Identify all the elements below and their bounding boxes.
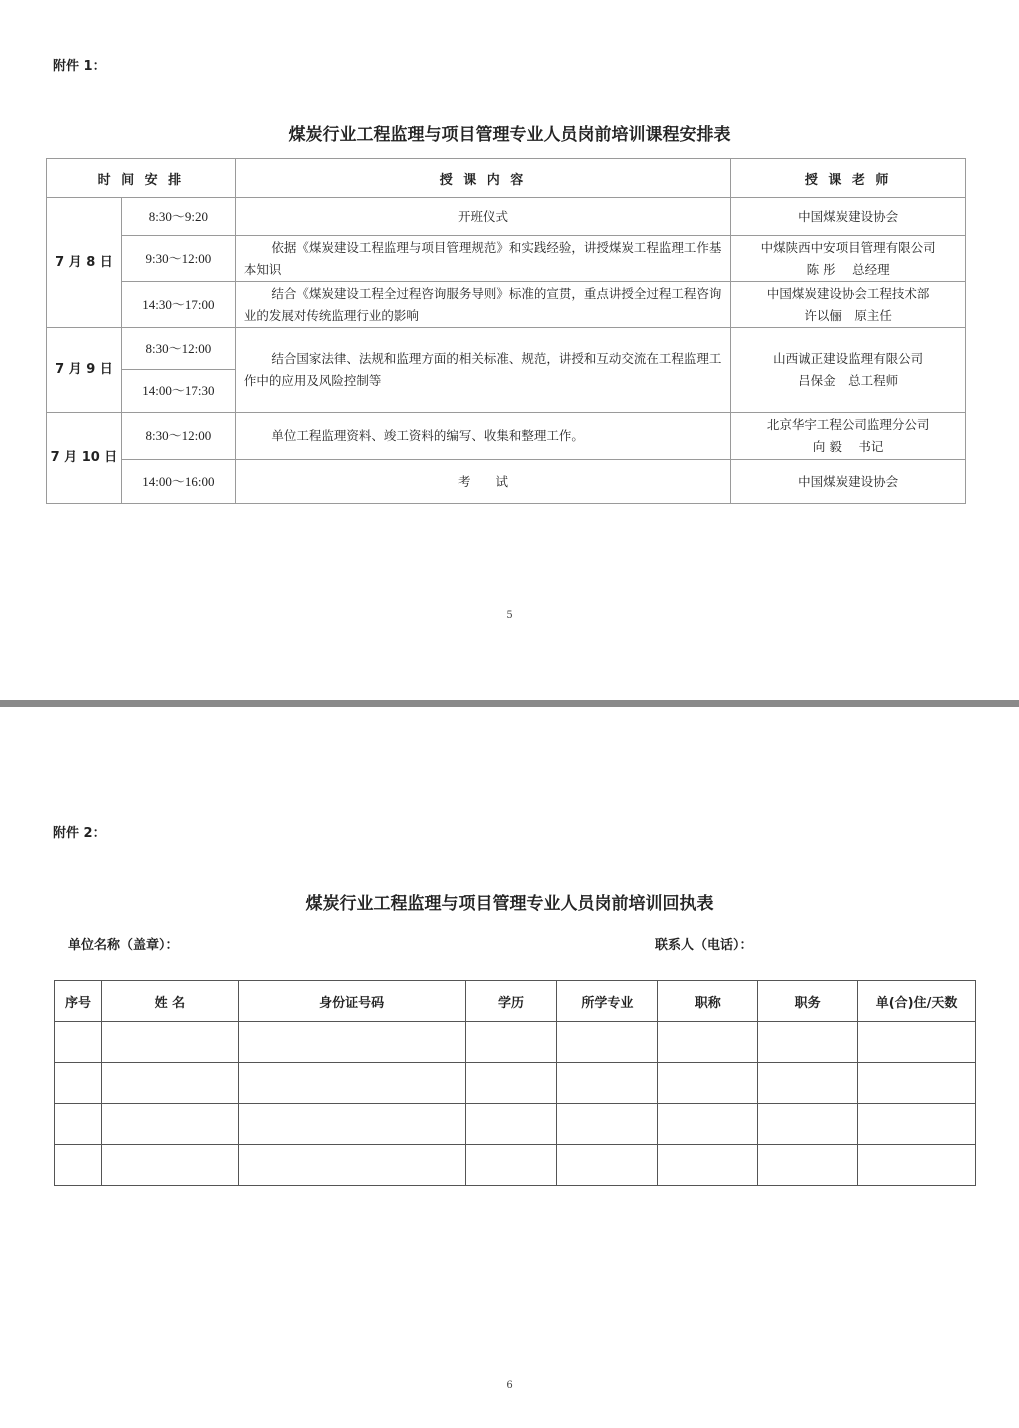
table-row [47, 282, 966, 328]
teacher-line: 北京华宇工程公司监理分公司 [766, 417, 930, 432]
cell[interactable] [465, 1063, 557, 1104]
content-text: 单位工程监理资料、竣工资料的编写、收集和整理工作。 [271, 428, 584, 443]
date-cell: 7 月 8 日 [47, 198, 122, 328]
page-number: 5 [506, 610, 513, 621]
teacher-line: 山西诚正建设监理有限公司 [773, 351, 924, 366]
schedule-table [46, 158, 966, 504]
cell[interactable] [465, 1145, 557, 1186]
header-content: 授 课 内 容 [235, 159, 730, 198]
teacher-line: 中煤陕西中安项目管理有限公司 [760, 239, 936, 255]
time-cell: 8:30～9:20 [121, 198, 235, 236]
header-teacher: 授 课 老 师 [731, 159, 966, 198]
cell[interactable] [658, 1104, 758, 1145]
teacher-line: 中国煤炭建设协会工程技术部 [766, 285, 930, 301]
table-header-row [55, 981, 976, 1022]
cell[interactable] [465, 1022, 557, 1063]
unit-name-label: 单位名称（盖章）： [68, 938, 179, 953]
cell[interactable] [858, 1063, 976, 1104]
cell[interactable] [557, 1104, 658, 1145]
time-cell: 14:00～17:30 [121, 370, 235, 413]
table-row [47, 328, 966, 370]
table-row [55, 1063, 976, 1104]
teacher-line: 陈 彤 总经理 [806, 261, 890, 277]
cell[interactable] [758, 1145, 858, 1186]
cell[interactable] [658, 1145, 758, 1186]
teacher-cell [731, 282, 966, 328]
cell[interactable] [55, 1104, 102, 1145]
teacher-cell [731, 198, 966, 236]
cell[interactable] [55, 1022, 102, 1063]
table-row [55, 1145, 976, 1186]
cell[interactable] [465, 1104, 557, 1145]
cell[interactable] [238, 1022, 465, 1063]
header-seq: 序号 [55, 981, 102, 1022]
attachment-label: 附件 1： [53, 59, 106, 74]
content-cell [235, 282, 730, 328]
cell[interactable] [658, 1022, 758, 1063]
time-cell: 8:30～12:00 [121, 413, 235, 460]
cell[interactable] [758, 1104, 858, 1145]
cell[interactable] [557, 1063, 658, 1104]
page-2 [0, 707, 1019, 1428]
header-name: 姓 名 [101, 981, 238, 1022]
teacher-cell [731, 413, 966, 460]
cell[interactable] [858, 1104, 976, 1145]
cell[interactable] [101, 1063, 238, 1104]
table-row [47, 413, 966, 460]
cell[interactable] [858, 1022, 976, 1063]
content-text: 依据《煤炭建设工程监理与项目管理规范》和实践经验，讲授煤炭工程监理工作基本知识 [243, 239, 722, 277]
contact-label: 联系人（电话）： [655, 938, 753, 953]
header-id-number: 身份证号码 [238, 981, 465, 1022]
header-education: 学历 [465, 981, 557, 1022]
cell[interactable] [238, 1104, 465, 1145]
cell[interactable] [101, 1022, 238, 1063]
date-cell: 7 月 10 日 [47, 413, 122, 504]
table-row [55, 1022, 976, 1063]
cell[interactable] [55, 1145, 102, 1186]
time-cell: 14:00～16:00 [121, 460, 235, 504]
content-cell [235, 328, 730, 413]
teacher-line: 向 毅 书记 [812, 439, 884, 454]
teacher-cell [731, 236, 966, 282]
header-major: 所学专业 [557, 981, 658, 1022]
content-cell: 考 试 [235, 460, 730, 504]
header-room-days: 单(合)住/天数 [858, 981, 976, 1022]
time-cell: 14:30～17:00 [121, 282, 235, 328]
teacher-line: 许以俪 原主任 [804, 307, 892, 323]
table-row [47, 236, 966, 282]
content-cell [235, 236, 730, 282]
content-cell [235, 413, 730, 460]
teacher-line: 吕保金 总工程师 [798, 373, 899, 388]
cell[interactable] [658, 1063, 758, 1104]
teacher-cell [731, 328, 966, 413]
table-row [47, 198, 966, 236]
cell[interactable] [101, 1145, 238, 1186]
time-cell: 8:30～12:00 [121, 328, 235, 370]
cell[interactable] [238, 1063, 465, 1104]
teacher-line: 中国煤炭建设协会 [798, 208, 899, 224]
receipt-table [54, 980, 976, 1186]
cell[interactable] [758, 1022, 858, 1063]
table-row [47, 460, 966, 504]
header-title: 职称 [658, 981, 758, 1022]
time-cell: 9:30～12:00 [121, 236, 235, 282]
cell[interactable] [557, 1145, 658, 1186]
page-number: 6 [506, 1380, 513, 1391]
teacher-cell [731, 460, 966, 504]
cell[interactable] [238, 1145, 465, 1186]
schedule-title: 煤炭行业工程监理与项目管理专业人员岗前培训课程安排表 [288, 125, 731, 145]
page-separator [0, 700, 1019, 707]
receipt-title: 煤炭行业工程监理与项目管理专业人员岗前培训回执表 [305, 894, 714, 914]
date-cell: 7 月 9 日 [47, 328, 122, 413]
cell[interactable] [55, 1063, 102, 1104]
teacher-line: 中国煤炭建设协会 [798, 473, 899, 489]
table-row [55, 1104, 976, 1145]
attachment-label: 附件 2： [53, 826, 106, 841]
content-cell: 开班仪式 [235, 198, 730, 236]
cell[interactable] [101, 1104, 238, 1145]
cell[interactable] [858, 1145, 976, 1186]
content-text: 结合国家法律、法规和监理方面的相关标准、规范，讲授和互动交流在工程监理工作中的应用及风险控制等 [243, 351, 722, 388]
header-time: 时 间 安 排 [47, 159, 236, 198]
header-position: 职务 [758, 981, 858, 1022]
content-text: 结合《煤炭建设工程全过程咨询服务导则》标准的宣贯，重点讲授全过程工程咨询业的发展对传统监理行业的影响 [243, 285, 722, 323]
cell[interactable] [557, 1022, 658, 1063]
page-1 [0, 0, 1019, 700]
cell[interactable] [758, 1063, 858, 1104]
